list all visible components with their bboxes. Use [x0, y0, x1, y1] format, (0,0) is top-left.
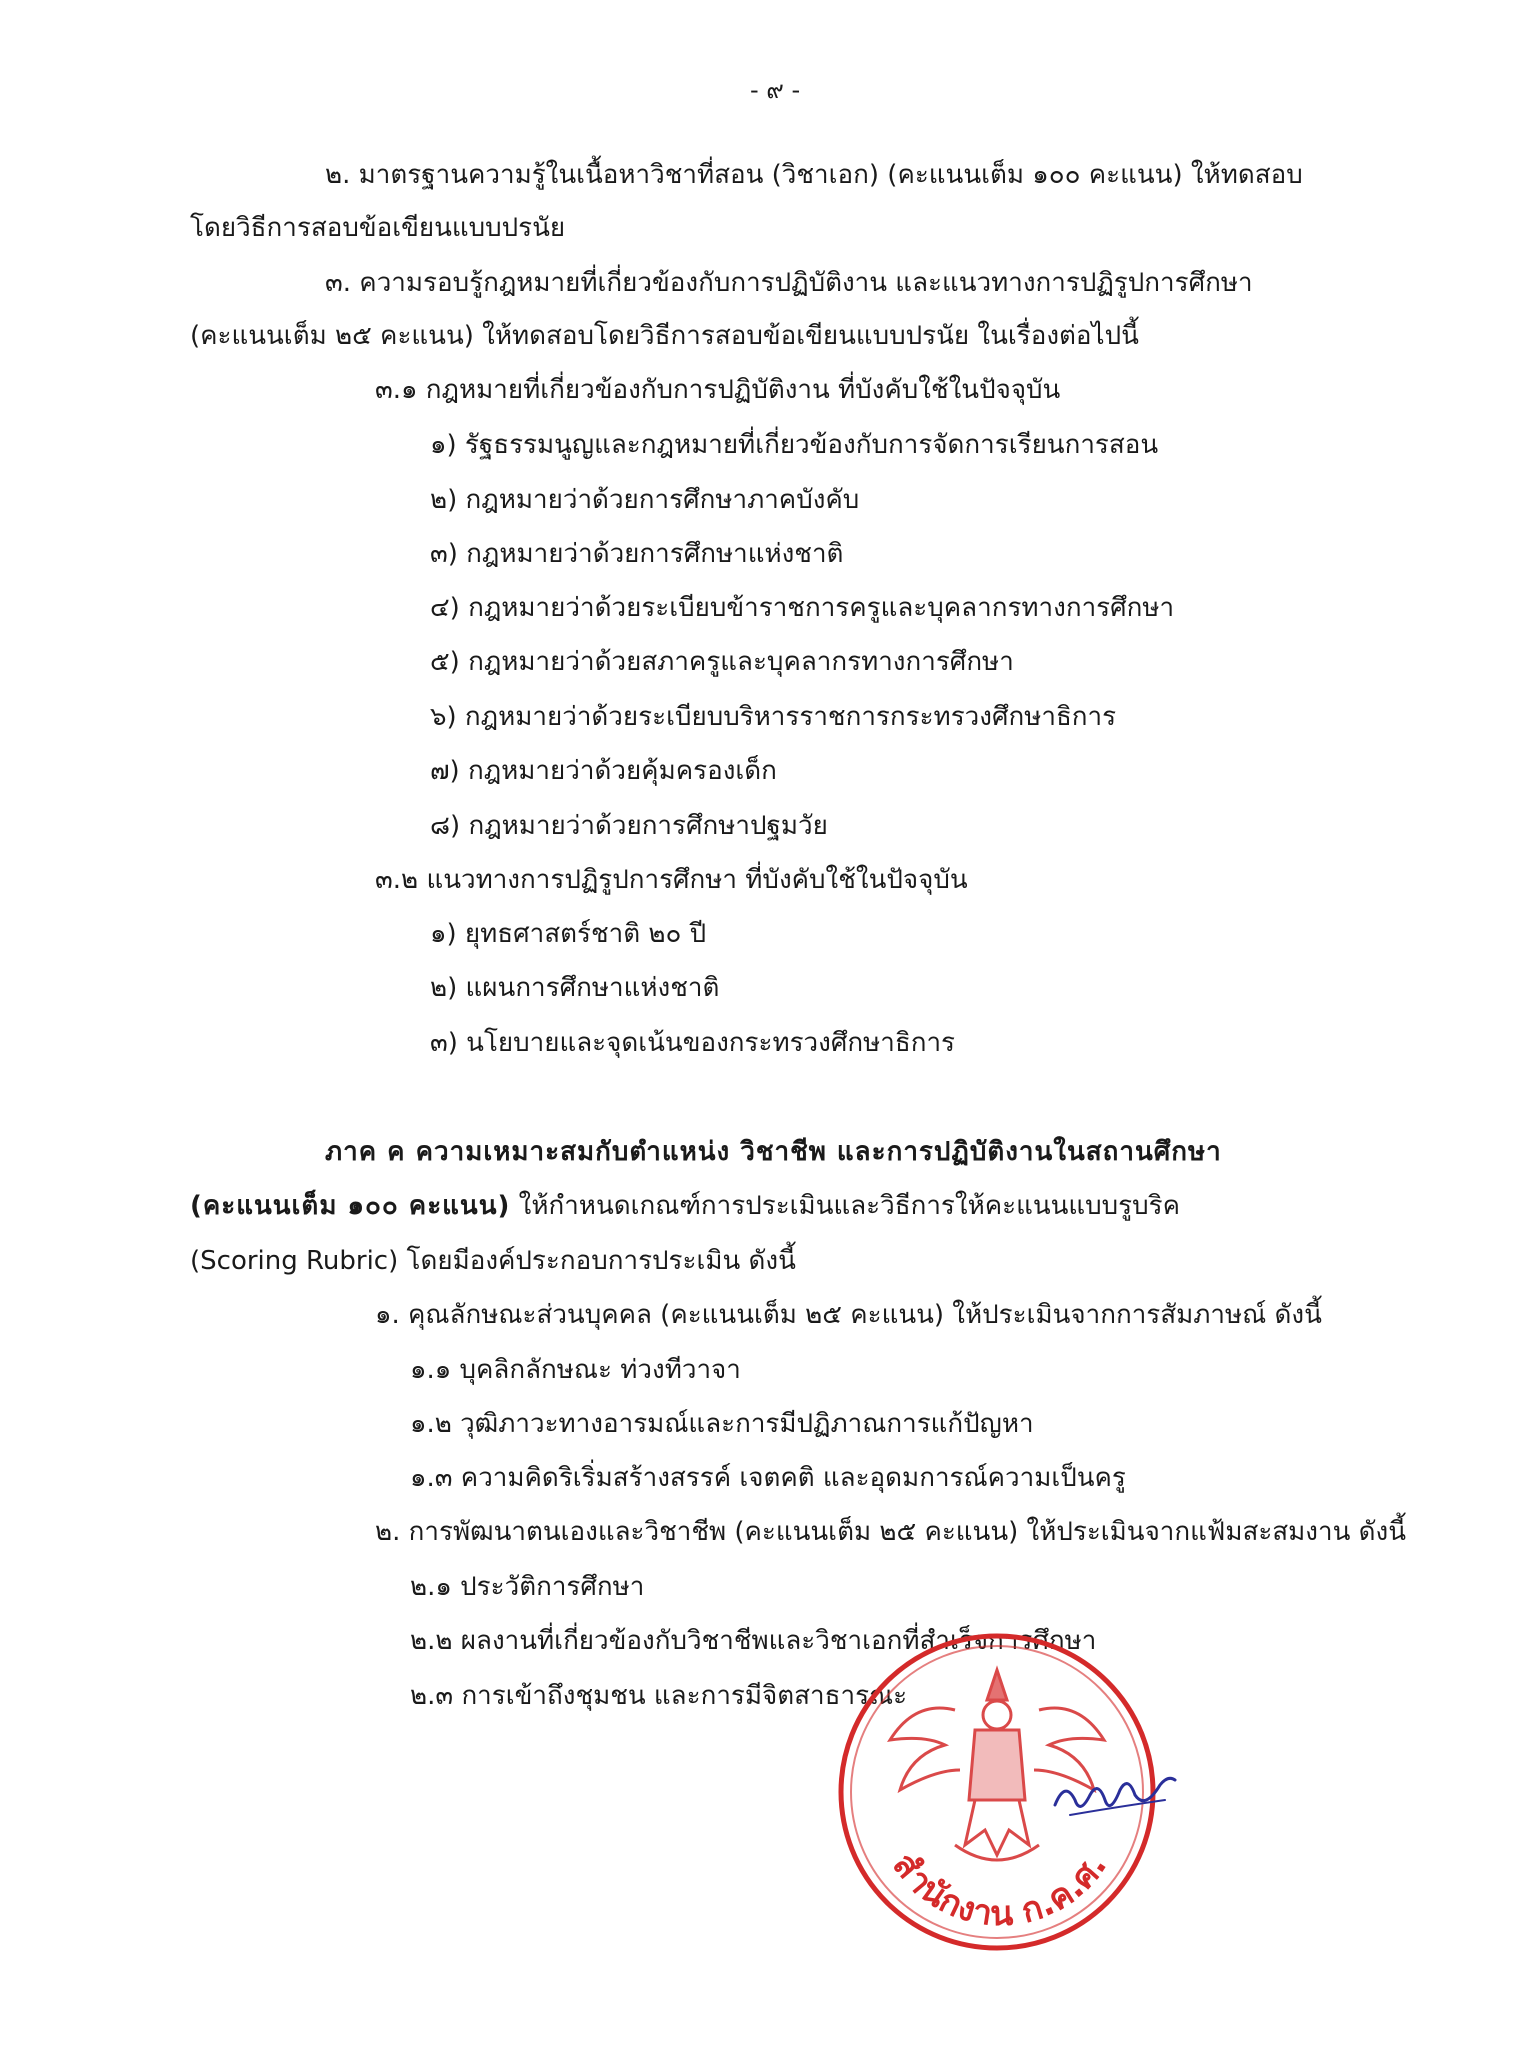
list-item: ๑) ยุทธศาสตร์ชาติ ๒๐ ปี [430, 919, 707, 949]
list-item: ๒) กฎหมายว่าด้วยการศึกษาภาคบังคับ [430, 485, 860, 515]
signature-icon [1050, 1760, 1180, 1830]
part-c-score: (คะแนนเต็ม ๑๐๐ คะแนน) [190, 1191, 511, 1221]
part-c-line2 [190, 1186, 1180, 1226]
list-item: ๒) แผนการศึกษาแห่งชาติ [430, 973, 720, 1003]
list-item: ๓) นโยบายและจุดเน้นของกระทรวงศึกษาธิการ [430, 1028, 956, 1058]
part-c-line3: (Scoring Rubric) โดยมีองค์ประกอบการประเมิน ดังนี้ [190, 1246, 796, 1276]
c2-heading: ๒. การพัฒนาตนเองและวิชาชีพ (คะแนนเต็ม ๒๕ คะแนน) ให้ประเมินจากแฟ้มสะสมงาน ดังนี้ [375, 1517, 1406, 1547]
list-item: ๕) กฎหมายว่าด้วยสภาครูและบุคลากรทางการศึกษา [430, 647, 1014, 677]
list-item: ๑) รัฐธรรมนูญและกฎหมายที่เกี่ยวข้องกับการจัดการเรียนการสอน [430, 430, 1159, 460]
list-item: ๘) กฎหมายว่าด้วยการศึกษาปฐมวัย [430, 811, 828, 841]
list-item: ๔) กฎหมายว่าด้วยระเบียบข้าราชการครูและบุคลากรทางการศึกษา [430, 593, 1175, 623]
list-item: ๑.๓ ความคิดริเริ่มสร้างสรรค์ เจตคติ และอุดมการณ์ความเป็นครู [410, 1463, 1126, 1493]
list-item: ๓) กฎหมายว่าด้วยการศึกษาแห่งชาติ [430, 539, 844, 569]
item2-line1: ๒. มาตรฐานความรู้ในเนื้อหาวิชาที่สอน (วิชาเอก) (คะแนนเต็ม ๑๐๐ คะแนน) ให้ทดสอบ [325, 160, 1303, 190]
item3-line1: ๓. ความรอบรู้กฎหมายที่เกี่ยวข้องกับการปฏิบัติงาน และแนวทางการปฏิรูปการศึกษา [325, 268, 1253, 298]
list-item: ๑.๑ บุคลิกลักษณะ ท่วงทีวาจา [410, 1355, 741, 1385]
list-item: ๒.๒ ผลงานที่เกี่ยวข้องกับวิชาชีพและวิชาเอกที่สำเร็จการศึกษา [410, 1626, 1097, 1656]
page-number: - ๙ - [750, 76, 801, 104]
item2-line2: โดยวิธีการสอบข้อเขียนแบบปรนัย [190, 213, 566, 243]
list-item: ๒.๑ ประวัติการศึกษา [410, 1572, 645, 1602]
list-item: ๖) กฎหมายว่าด้วยระเบียบบริหารราชการกระทรวงศึกษาธิการ [430, 702, 1117, 732]
part-c-heading: ภาค ค ความเหมาะสมกับตำแหน่ง วิชาชีพ และการปฏิบัติงานในสถานศึกษา [325, 1137, 1222, 1167]
part-c-line2-rest: ให้กำหนดเกณฑ์การประเมินและวิธีการให้คะแนนแบบรูบริค [510, 1191, 1180, 1221]
item3-1-heading: ๓.๑ กฎหมายที่เกี่ยวข้องกับการปฏิบัติงาน ที่บังคับใช้ในปัจจุบัน [375, 375, 1061, 405]
list-item: ๒.๓ การเข้าถึงชุมชน และการมีจิตสาธารณะ [410, 1681, 908, 1711]
seal-text: สำนักงาน ก.ค.ศ. [884, 1845, 1115, 1935]
item3-line2: (คะแนนเต็ม ๒๕ คะแนน) ให้ทดสอบโดยวิธีการสอบข้อเขียนแบบปรนัย ในเรื่องต่อไปนี้ [190, 321, 1139, 351]
list-item: ๑.๒ วุฒิภาวะทางอารมณ์และการมีปฏิภาณการแก้ปัญหา [410, 1409, 1034, 1439]
list-item: ๗) กฎหมายว่าด้วยคุ้มครองเด็ก [430, 756, 777, 786]
c1-heading: ๑. คุณลักษณะส่วนบุคคล (คะแนนเต็ม ๒๕ คะแนน) ให้ประเมินจากการสัมภาษณ์ ดังนี้ [375, 1300, 1322, 1330]
item3-2-heading: ๓.๒ แนวทางการปฏิรูปการศึกษา ที่บังคับใช้ในปัจจุบัน [375, 865, 968, 895]
